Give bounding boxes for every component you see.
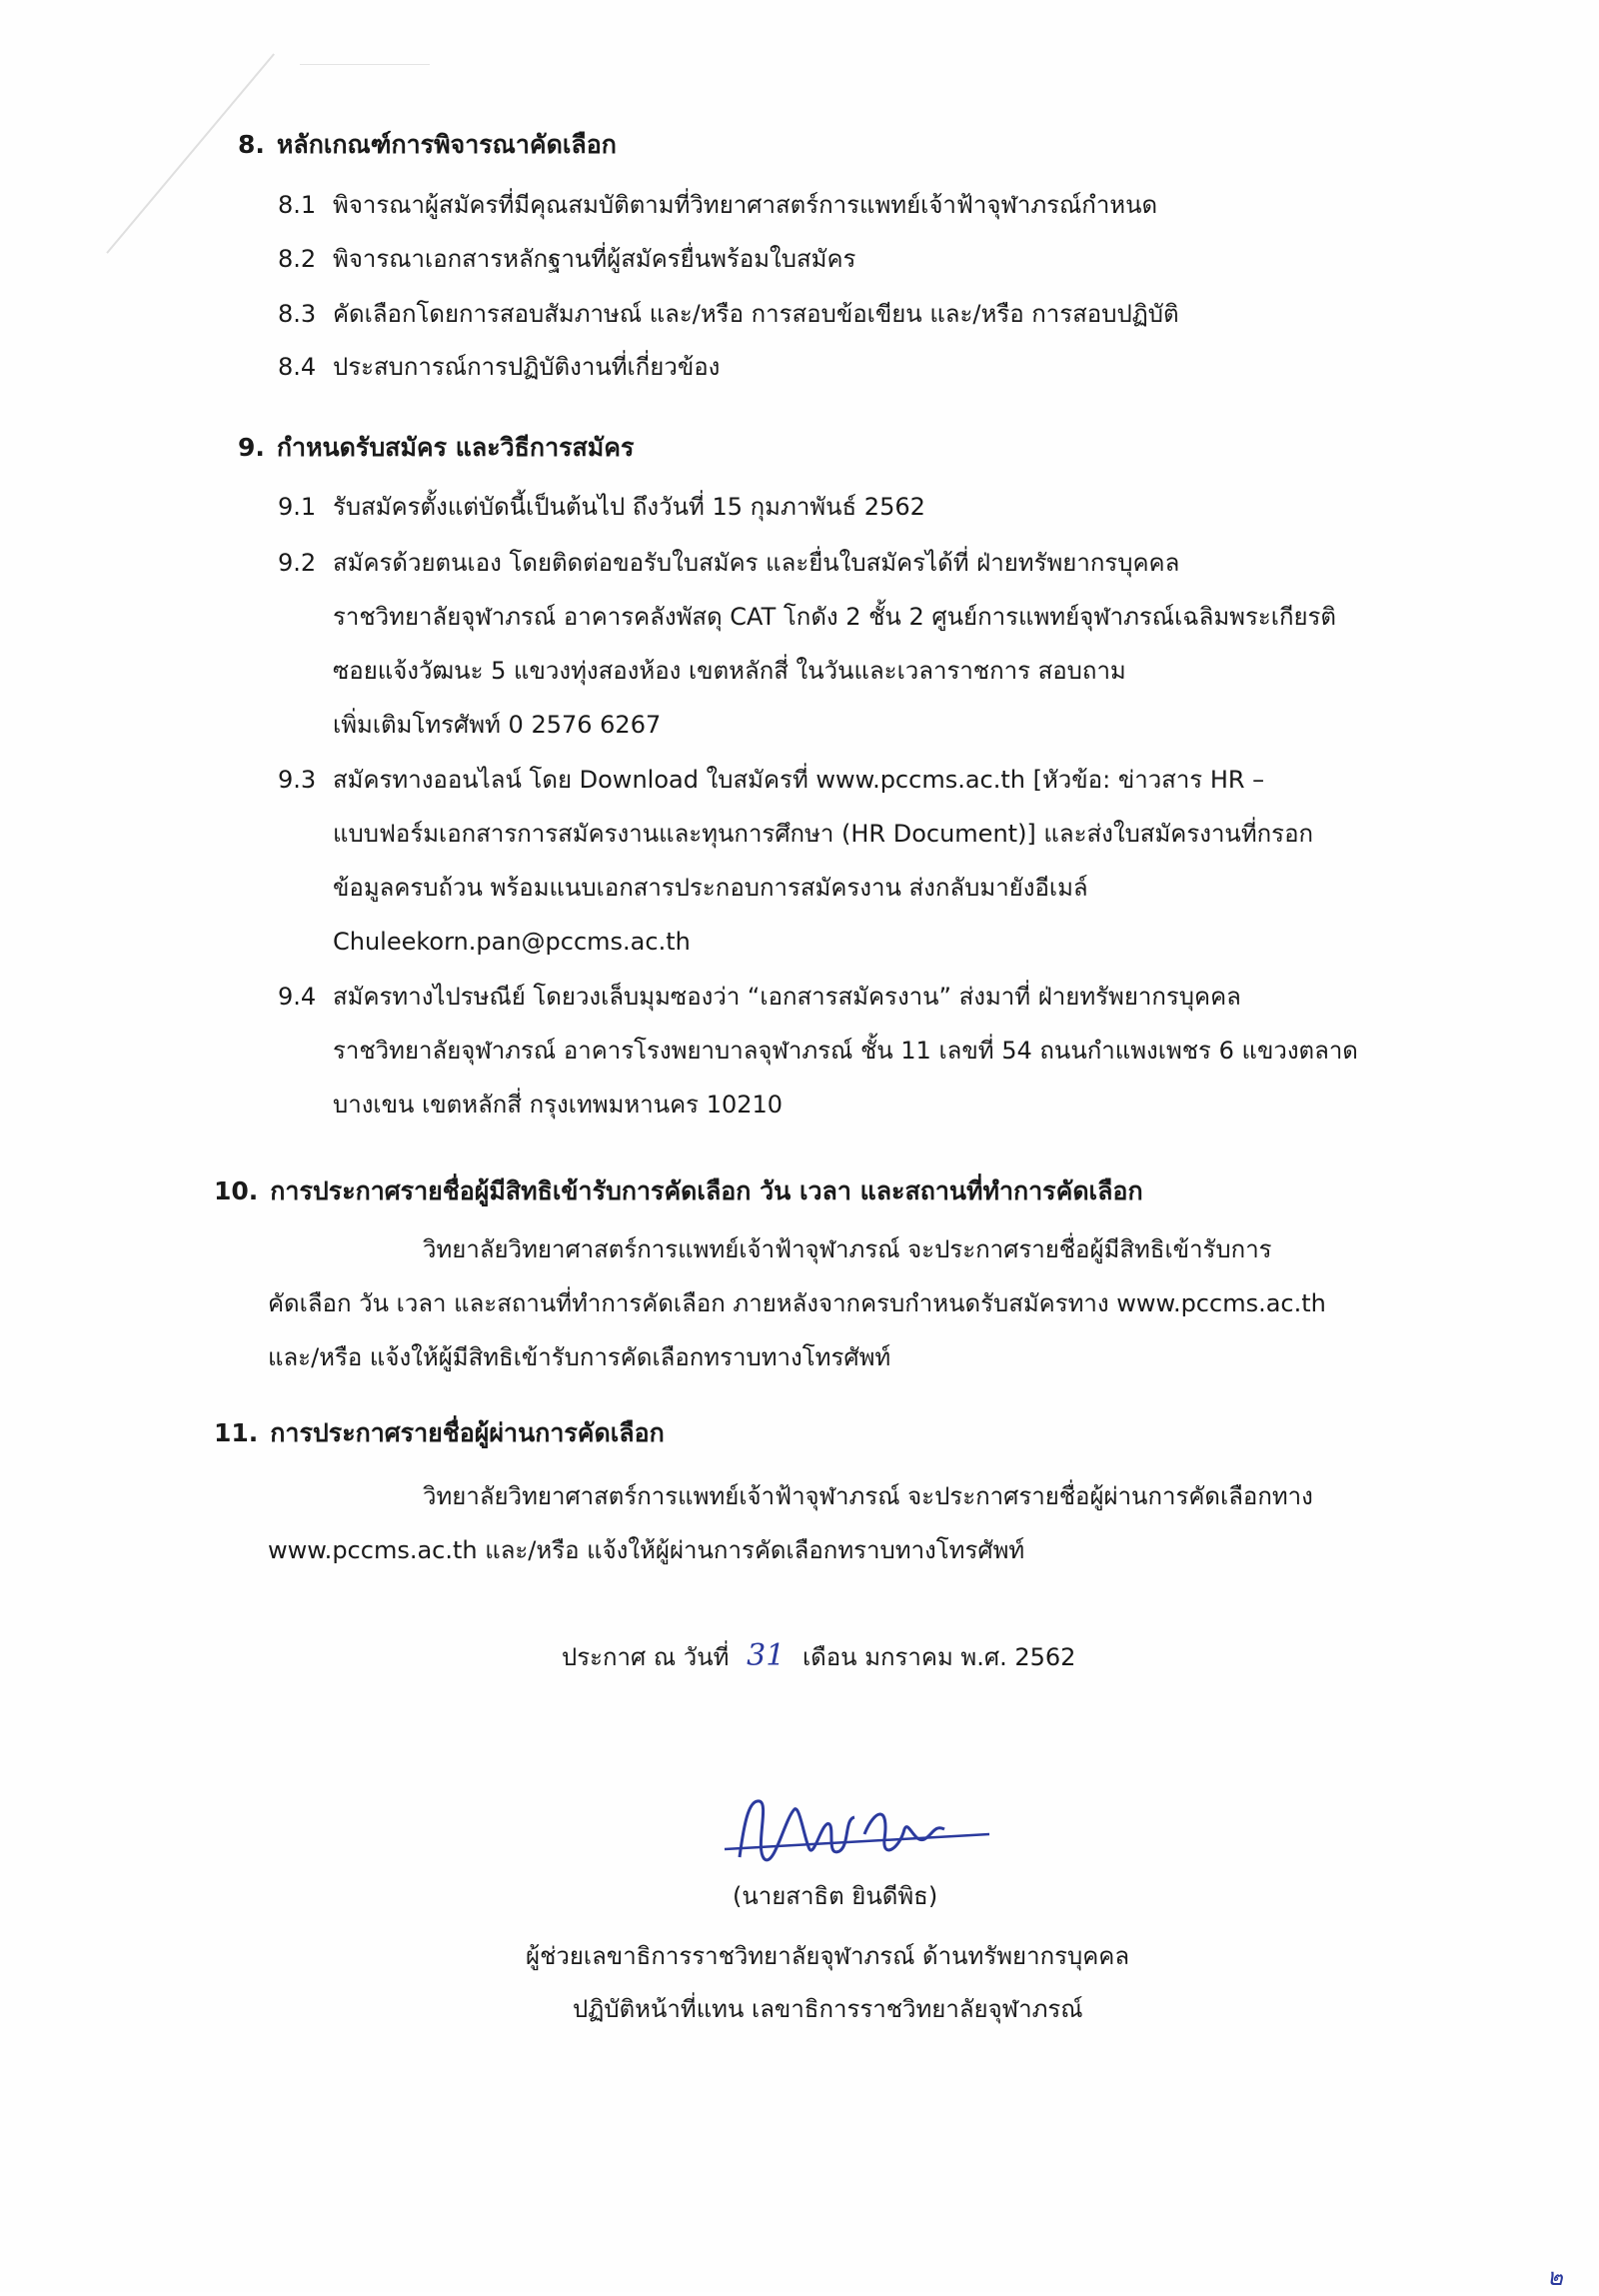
section-10-number: 10.	[214, 1176, 259, 1205]
text-line: วิทยาลัยวิทยาศาสตร์การแพทย์เจ้าฟ้าจุฬาภรณ์ จะประกาศรายชื่อผู้ผ่านการคัดเลือกทาง	[423, 1482, 1313, 1510]
item-number: 8.1	[278, 191, 317, 219]
section-11-body	[268, 1469, 1407, 1577]
text-line: บางเขน เขตหลักสี่ กรุงเทพมหานคร 10210	[333, 1091, 784, 1119]
section-11-heading	[214, 1416, 665, 1450]
item-number: 8.3	[278, 300, 317, 328]
section-8-number: 8.	[238, 130, 265, 159]
text-line: แบบฟอร์มเอกสารการสมัครงานและทุนการศึกษา (HR Document)] และส่งใบสมัครงานที่กรอก	[333, 820, 1314, 848]
text-line: ราชวิทยาลัยจุฬาภรณ์ อาคารคลังพัสดุ CAT โกดัง 2 ชั้น 2 ศูนย์การแพทย์จุฬาภรณ์เฉลิมพระเกียรติ	[333, 603, 1337, 631]
list-item-9-3-text	[333, 753, 1407, 969]
handwritten-day: 31	[747, 1638, 786, 1673]
section-10-body	[268, 1222, 1407, 1384]
text-line: และ/หรือ แจ้งให้ผู้มีสิทธิเข้ารับการคัดเลือกทราบทางโทรศัพท์	[268, 1343, 891, 1371]
list-item-8-1	[278, 188, 1277, 222]
item-text: คัดเลือกโดยการสอบสัมภาษณ์ และ/หรือ การสอบข้อเขียน และ/หรือ การสอบปฏิบัติ	[333, 300, 1179, 328]
section-10-heading	[214, 1174, 1143, 1208]
section-8-title: หลักเกณฑ์การพิจารณาคัดเลือก	[276, 130, 617, 159]
item-number: 9.1	[278, 493, 317, 521]
item-number: 8.2	[278, 245, 317, 273]
item-text: รับสมัครตั้งแต่บัดนี้เป็นต้นไป ถึงวันที่ 15 กุมภาพันธ์ 2562	[333, 493, 925, 521]
list-item-8-2	[278, 242, 1277, 276]
text-line: คัดเลือก วัน เวลา และสถานที่ทำการคัดเลือก ภายหลังจากครบกำหนดรับสมัครทาง www.pccms.ac.th	[268, 1289, 1326, 1317]
item-number: 9.4	[278, 983, 317, 1011]
date-prefix: ประกาศ ณ วันที่	[562, 1643, 730, 1671]
text-line: ราชวิทยาลัยจุฬาภรณ์ อาคารโรงพยาบาลจุฬาภรณ์ ชั้น 11 เลขที่ 54 ถนนกำแพงเพชร 6 แขวงตลาด	[333, 1037, 1358, 1065]
section-9-number: 9.	[238, 433, 265, 462]
signer-name: (นายสาธิต ยินดีพิธ)	[733, 1882, 938, 1910]
date-suffix: เดือน มกราคม พ.ศ. 2562	[801, 1643, 1076, 1671]
text-line: เพิ่มเติมโทรศัพท์ 0 2576 6267	[333, 711, 662, 739]
text-line: www.pccms.ac.th และ/หรือ แจ้งให้ผู้ผ่านการคัดเลือกทราบทางโทรศัพท์	[268, 1536, 1025, 1564]
list-item-9-4-text	[333, 970, 1407, 1132]
item-text: พิจารณาเอกสารหลักฐานที่ผู้สมัครยื่นพร้อมใบสมัคร	[333, 245, 856, 273]
signer-position-line-2: ปฏิบัติหน้าที่แทน เลขาธิการราชวิทยาลัยจุฬาภรณ์	[573, 1995, 1083, 2023]
section-10-title: การประกาศรายชื่อผู้มีสิทธิเข้ารับการคัดเลือก วัน เวลา และสถานที่ทำการคัดเลือก	[270, 1176, 1143, 1205]
list-item-9-2-text	[333, 536, 1407, 752]
item-text: ประสบการณ์การปฏิบัติงานที่เกี่ยวข้อง	[333, 353, 721, 381]
section-11-title: การประกาศรายชื่อผู้ผ่านการคัดเลือก	[270, 1418, 665, 1447]
scan-artifact-line	[300, 64, 430, 65]
page-number-mark: ๒	[1547, 2263, 1563, 2291]
section-9-heading	[238, 431, 634, 465]
signature-image	[715, 1779, 994, 1889]
list-item-9-1	[278, 490, 1277, 524]
text-line: วิทยาลัยวิทยาศาสตร์การแพทย์เจ้าฟ้าจุฬาภรณ์ จะประกาศรายชื่อผู้มีสิทธิเข้ารับการ	[423, 1235, 1272, 1263]
section-11-number: 11.	[214, 1418, 259, 1447]
text-line: Chuleekorn.pan@pccms.ac.th	[333, 928, 691, 956]
text-line: สมัครทางไปรษณีย์ โดยวงเล็บมุมซองว่า “เอกสารสมัครงาน” ส่งมาที่ ฝ่ายทรัพยากรบุคคล	[333, 983, 1241, 1011]
text-line: สมัครทางออนไลน์ โดย Download ใบสมัครที่ www.pccms.ac.th [หัวข้อ: ข่าวสาร HR –	[333, 766, 1265, 794]
item-number: 8.4	[278, 353, 317, 381]
signer-position-line-1: ผู้ช่วยเลขาธิการราชวิทยาลัยจุฬาภรณ์ ด้านทรัพยากรบุคคล	[526, 1942, 1130, 1970]
text-line: ข้อมูลครบถ้วน พร้อมแนบเอกสารประกอบการสมัครงาน ส่งกลับมายังอีเมล์	[333, 874, 1088, 902]
item-number: 9.3	[278, 766, 317, 794]
text-line: สมัครด้วยตนเอง โดยติดต่อขอรับใบสมัคร และยื่นใบสมัครได้ที่ ฝ่ายทรัพยากรบุคคล	[333, 549, 1180, 577]
scan-fold-mark	[0, 0, 275, 254]
announcement-date	[562, 1639, 1075, 1674]
list-item-8-4	[278, 350, 1277, 384]
item-text: พิจารณาผู้สมัครที่มีคุณสมบัติตามที่วิทยาศาสตร์การแพทย์เจ้าฟ้าจุฬาภรณ์กำหนด	[333, 191, 1158, 219]
section-8-heading	[238, 128, 617, 162]
item-number: 9.2	[278, 549, 317, 577]
text-line: ซอยแจ้งวัฒนะ 5 แขวงทุ่งสองห้อง เขตหลักสี่ ในวันและเวลาราชการ สอบถาม	[333, 657, 1126, 685]
section-9-title: กำหนดรับสมัคร และวิธีการสมัคร	[276, 433, 635, 462]
list-item-8-3	[278, 297, 1277, 331]
